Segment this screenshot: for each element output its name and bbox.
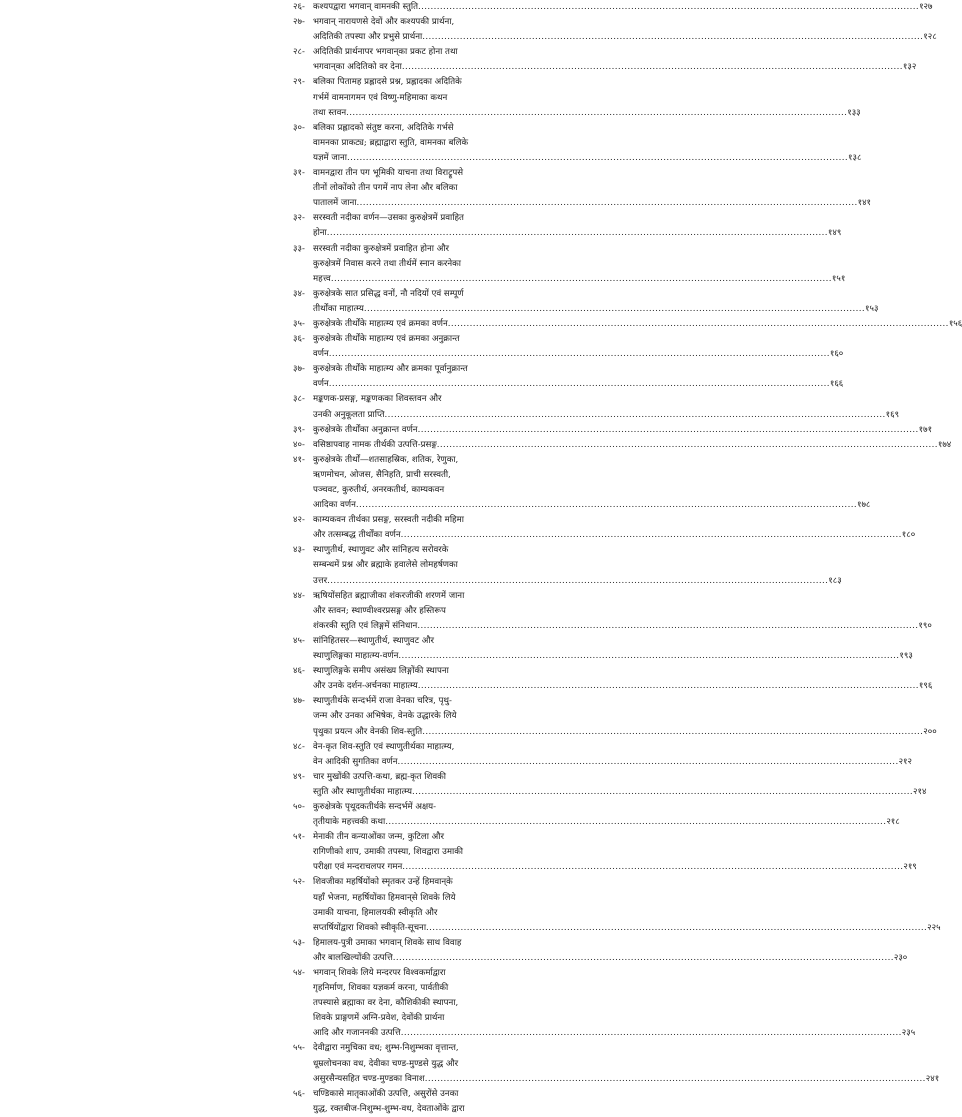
- toc-entry-page: १९६: [918, 681, 933, 692]
- dot-leader: ................................................................................................................................................................: [422, 726, 924, 737]
- toc-entry-title-line: कश्यपद्वारा भगवान् वामनकी स्तुति: [313, 2, 418, 12]
- toc-entry-title-line: असुरसैन्यसहित चण्ड-मुण्डका विनाश: [313, 1073, 425, 1084]
- toc-entry-last-line: [313, 377, 844, 392]
- toc-entry-last-line: [313, 438, 952, 453]
- toc-entry-title-line: आदिका वर्णन: [313, 500, 356, 511]
- toc-entry-title-line: आदि और गजाननकी उत्पत्ति: [313, 1028, 401, 1039]
- toc-entry-last-line: [313, 226, 842, 241]
- dot-leader: ................................................................................................................................................................: [422, 32, 924, 43]
- toc-entry-page: १३३: [847, 107, 861, 118]
- dot-leader: ................................................................................................................................................................: [417, 424, 919, 435]
- dot-leader: ................................................................................................................................................................: [417, 2, 920, 12]
- dot-leader: ................................................................................................................................................................: [356, 198, 858, 209]
- toc-entry-page: १७८: [856, 500, 871, 511]
- toc-entry-page: २४१: [925, 1073, 940, 1084]
- toc-entry-page: १६९: [885, 409, 900, 420]
- toc-entry-last-line: [313, 951, 908, 966]
- toc-entry-last-line: [313, 151, 862, 166]
- toc-entry-last-line: [313, 1026, 916, 1041]
- dot-leader: ................................................................................................................................................................: [385, 817, 887, 828]
- toc-entry-page: १५६: [948, 318, 962, 329]
- toc-entry-page: १६६: [829, 379, 844, 390]
- toc-entry: [293, 830, 917, 875]
- toc-entry-title-line: और उनके दर्शन-अर्चनका माहात्म्य: [313, 681, 418, 692]
- toc-entry-number: २८-: [293, 47, 305, 58]
- toc-entry-title-line: जन्म और उनका अभिषेक, वेनके उद्धारके लिये: [313, 711, 457, 722]
- toc-entry: [293, 392, 900, 422]
- toc-entry-last-line: [313, 423, 933, 438]
- toc-entry-title-line: हिमालय-पुत्री उमाका भगवान् शिवके साथ विवाह: [313, 937, 462, 948]
- toc-entry-last-line: [313, 725, 937, 740]
- toc-entry-title-line: कुरुक्षेत्रके तीर्थों—शतसाहस्रिक, शतिक, रेणुका,: [313, 454, 459, 465]
- toc-entry-page: १५३: [865, 303, 879, 314]
- toc-entry-number: ५०-: [293, 801, 305, 812]
- toc-entry-title-line: भगवान् नारायणसे देवों और कश्यपकी प्रार्थना,: [313, 17, 455, 28]
- toc-entry-title-line: स्थाणुतीर्थ, स्थाणुवट और सांनिहत्य सरोवरके: [313, 545, 449, 556]
- dot-leader: ................................................................................................................................................................: [346, 107, 848, 118]
- toc-entry-title-line: ऋणमोचन, ओजस, सैनिहति, प्राची सरस्वती,: [313, 469, 451, 480]
- toc-entry-title-line: मङ्कणक-प्रसङ्ग, मङ्कणकका शिवस्तवन और: [313, 394, 442, 405]
- toc-entry-title-line: वेन आदिकी सुगतिका वर्णन: [313, 756, 398, 767]
- toc-entry: [293, 0, 933, 15]
- toc-entry: [293, 75, 861, 120]
- toc-entry-number: २६-: [293, 2, 305, 12]
- dot-leader: ................................................................................................................................................................: [401, 62, 903, 73]
- toc-entry: [293, 966, 916, 1041]
- toc-entry: [293, 121, 862, 166]
- toc-entry-title-line: देवीद्वारा नमुचिका वध; शुम्भ-निशुम्भका वृत्तान्त,: [313, 1043, 459, 1054]
- toc-entry-number: ५१-: [293, 832, 305, 843]
- toc-entry-title-line: वर्णन: [313, 379, 329, 390]
- toc-entry-title-line: अदितिकी तपस्या और प्रभुसे प्रार्थना: [313, 32, 423, 43]
- toc-entry-title-line: स्थाणुलिङ्गके समीप असंख्य लिङ्गोंकी स्थापना: [313, 666, 449, 677]
- toc-entry: [293, 1041, 940, 1086]
- toc-entry-number: ३९-: [293, 424, 305, 435]
- toc-entry-title-line: तीर्थोंका माहात्म्य: [313, 303, 364, 314]
- toc-entry-title-line: सम्बन्धमें प्रश्न और ब्रह्माके हवालेसे लोमहर्षणका: [313, 560, 458, 571]
- toc-entry: [293, 589, 932, 634]
- toc-entry-title-line: कुरुक्षेत्रके तीर्थोंके माहात्म्य एवं क्रमका वर्णन: [313, 318, 448, 329]
- toc-entry-number: २९-: [293, 77, 305, 88]
- toc-entry-title-line: यज्ञमें जाना: [313, 152, 347, 163]
- toc-entry-title-line: वसिष्ठापवाह नामक तीर्थकी उत्पत्ति-प्रसङ्ग: [313, 439, 437, 450]
- toc-entry-page: १९०: [918, 620, 932, 631]
- toc-entry-title-line: यहाँ भेजना, महर्षियोंका हिमवान्‌से शिवके लिये: [313, 892, 456, 903]
- toc-entry-last-line: [313, 498, 871, 513]
- toc-entry-title-line: परीक्षा एवं मन्दराचलपर गमन: [313, 862, 403, 873]
- dot-leader: ................................................................................................................................................................: [417, 620, 919, 631]
- toc-entry-page: १८३: [828, 575, 842, 586]
- toc-entry-title-line: होना: [313, 228, 327, 239]
- toc-entry: [293, 875, 941, 935]
- toc-entry-title-line: तीनों लोकोंको तीन पगमें नाप लेना और बलिका: [313, 183, 458, 194]
- toc-entry-page: २२५: [927, 922, 941, 933]
- toc-entry-last-line: [313, 860, 917, 875]
- toc-entry-title-line: भगवान्‌का अदितिको वर देना: [313, 62, 402, 73]
- toc-entry: [293, 770, 927, 800]
- toc-entry-page: २१८: [886, 817, 900, 828]
- toc-entry-number: ४८-: [293, 741, 305, 752]
- toc-entry-title-line: शिवके प्राङ्गणमें अग्नि-प्रवेश, देवोंकी प्रार्थना: [313, 1013, 445, 1024]
- toc-entry: [293, 211, 842, 241]
- toc-entry-number: ४२-: [293, 515, 305, 526]
- toc-entry-last-line: [313, 106, 861, 121]
- dot-leader: ................................................................................................................................................................: [363, 303, 865, 314]
- toc-entry-number: ४४-: [293, 590, 305, 601]
- toc-entry-page: २१२: [898, 756, 912, 767]
- toc-entry-title-line: सरस्वती नदीका कुरुक्षेत्रमें प्रवाहित होना और: [313, 243, 450, 254]
- dot-leader: ................................................................................................................................................................: [402, 862, 904, 873]
- toc-entry: [293, 45, 917, 75]
- toc-entry-title-line: गृहनिर्माण, शिवका यज्ञकर्म करना, पार्वतीकी: [313, 983, 449, 994]
- toc-entry-number: ३२-: [293, 213, 305, 224]
- toc-entry: [293, 438, 952, 453]
- toc-entry-title-line: पातालमें जाना: [313, 198, 357, 209]
- toc-entry-title-line: उमाकी याचना, हिमालयकी स्वीकृति और: [313, 907, 438, 918]
- dot-leader: ................................................................................................................................................................: [328, 349, 830, 360]
- toc-entry-page: १७१: [918, 424, 933, 435]
- toc-entry-page: १७४: [937, 439, 952, 450]
- dot-leader: ................................................................................................................................................................: [417, 681, 919, 692]
- toc-entry-page: २३०: [893, 952, 908, 963]
- toc-entry-last-line: [313, 272, 846, 287]
- toc-entry-title-line: अदितिकी प्रार्थनापर भगवान्‌का प्रकट होना तथा: [313, 47, 458, 58]
- toc-entry-title-line: रागिणीको शाप, उमाकी तपस्या, शिवद्वारा उमाकी: [313, 847, 464, 858]
- toc-entry-page: १९३: [899, 651, 913, 662]
- toc-entry-title-line: गर्भमें वामनागमन एवं विष्णु-महिमाका कथन: [313, 92, 448, 103]
- toc-entry-last-line: [313, 921, 941, 936]
- toc-entry: [293, 936, 908, 966]
- toc-entry-page: १२८: [923, 32, 937, 43]
- toc-entry-page: १४९: [827, 228, 842, 239]
- toc-entry-title-line: वामनका प्राकट्य; ब्रह्माद्वारा स्तुति, वामनका बलिके: [313, 137, 469, 148]
- toc-entry-title-line: कुरुक्षेत्रमें निवास करने तथा तीर्थमें स्नान करनेका: [313, 258, 461, 269]
- toc-entry-title-line: चार मुखोंकी उत्पत्ति-कथा, ब्रह्म-कृत शिवकी: [313, 771, 446, 782]
- toc-entry-last-line: [313, 574, 842, 589]
- dot-leader: ................................................................................................................................................................: [400, 530, 902, 541]
- dot-leader: ................................................................................................................................................................: [346, 152, 849, 163]
- toc-entry-title-line: शंकरकी स्तुति एवं लिङ्गमें संनिधान: [313, 620, 418, 631]
- toc-entry-title-line: तपस्यासे ब्रह्माका वर देना, कौशिकीकी स्थापना,: [313, 998, 459, 1009]
- toc-entry-number: ५३-: [293, 937, 305, 948]
- toc-entry: [293, 694, 937, 739]
- toc-entry-title-line: भगवान् शिवके लिये मन्दरपर विश्वकर्माद्वारा: [313, 968, 446, 978]
- toc-entry-title-line: सप्तर्षियोंद्वारा शिवको स्वीकृति-सूचना: [313, 922, 427, 933]
- toc-entry-number: ३८-: [293, 394, 305, 405]
- toc-entry-title-line: स्थाणुतीर्थके सन्दर्भमें राजा वेनका चरित्र, पृथु-: [313, 696, 452, 707]
- toc-entry-number: ४०-: [293, 439, 305, 450]
- toc-entry-number: ४३-: [293, 545, 305, 556]
- toc-entry-number: ४७-: [293, 696, 305, 707]
- toc-entry-title-line: ऋषियोंसहित ब्रह्माजीका शंकरजीकी शरणमें जाना: [313, 590, 465, 601]
- toc-entry-last-line: [313, 60, 917, 75]
- toc-entry-page: २१९: [903, 862, 917, 873]
- toc-entry-title-line: और बालखिल्योंकी उत्पत्ति: [313, 952, 393, 963]
- toc-entry: [293, 287, 879, 317]
- toc-entry: [293, 166, 872, 211]
- toc-entry-title-line: बलिका पितामह प्रह्लादसे प्रश्न, प्रह्लादका अदितिके: [313, 77, 462, 88]
- toc-entry-title-line: पृथुका प्रयत्न और वेनकी शिव-स्तुति: [313, 726, 423, 737]
- toc-entry-number: ५६-: [293, 1088, 305, 1099]
- toc-entry-last-line: [313, 785, 927, 800]
- toc-entry: [293, 664, 933, 694]
- toc-entry-title-line: स्थाणुलिङ्गका माहात्म्य-वर्णन: [313, 651, 399, 662]
- toc-entry-title-line: कुरुक्षेत्रके तीर्थोंका अनुक्रान्त वर्णन: [313, 424, 418, 435]
- toc-entry-number: ४५-: [293, 635, 305, 646]
- toc-entry-title-line: पञ्चवट, कुरुतीर्थ, अनरकतीर्थ, काम्यकवन: [313, 485, 445, 495]
- toc-entry-last-line: [313, 196, 872, 211]
- toc-entry-number: ३१-: [293, 168, 305, 179]
- toc-entry: [293, 513, 916, 543]
- toc-entry-title-line: कुरुक्षेत्रके सात प्रसिद्ध वनों, नौ नदियों एवं सम्पूर्ण: [313, 288, 464, 299]
- toc-entry-title-line: चण्डिकासे मातृकाओंकी उत्पत्ति, असुरोंसे उनका: [313, 1088, 459, 1099]
- toc-entry-number: ४९-: [293, 771, 305, 782]
- toc-entry-number: ५५-: [293, 1043, 305, 1054]
- toc-entry-number: ४१-: [293, 454, 305, 465]
- toc-entry-title-line: बलिका प्रह्लादको संतुष्ट करना, अदितिके गर्भसे: [313, 122, 454, 133]
- toc-entry-title-line: वेन-कृत शिव-स्तुति एवं स्थाणुतीर्थका माहात्म्य,: [313, 741, 455, 752]
- dot-leader: ................................................................................................................................................................: [447, 318, 949, 329]
- toc-entry-page: २३५: [901, 1028, 916, 1039]
- toc-entry-title-line: काम्यकवन तीर्थका प्रसङ्ग, सरस्वती नदीकी महिमा: [313, 515, 464, 526]
- toc-entry-last-line: [313, 679, 933, 694]
- dot-leader: ................................................................................................................................................................: [384, 409, 886, 420]
- dot-leader: ................................................................................................................................................................: [400, 1028, 902, 1039]
- dot-leader: ................................................................................................................................................................: [330, 273, 832, 284]
- dot-leader: ................................................................................................................................................................: [327, 575, 829, 586]
- toc-entry: [293, 362, 844, 392]
- toc-entry-title-line: सांनिहितसर—स्थाणुतीर्थ, स्थाणुवट और: [313, 635, 435, 646]
- toc-entry-number: ५२-: [293, 877, 305, 888]
- toc-entry-title-line: वर्णन: [313, 349, 329, 360]
- toc-entry-title-line: कुरुक्षेत्रके पृथूदकतीर्थके सन्दर्भमें अक्षय-: [313, 801, 437, 812]
- toc-entry-page: १८०: [901, 530, 916, 541]
- toc-entry-last-line: [313, 528, 916, 543]
- toc-entry-title-line: और तत्सम्बद्ध तीर्थोंका वर्णन: [313, 530, 401, 541]
- toc-entry-title-line: शिवजीका महर्षियोंको स्मृतकर उन्हें हिमवान्‌के: [313, 877, 453, 888]
- toc-entry-title-line: तथा स्तवन: [313, 107, 347, 118]
- toc-entry-number: ३४-: [293, 288, 305, 299]
- toc-entry-last-line: [313, 0, 933, 15]
- dot-leader: ................................................................................................................................................................: [436, 439, 938, 450]
- toc-entry-number: ३५-: [293, 318, 305, 329]
- toc-entry-page: १३२: [902, 62, 917, 73]
- toc-entry-last-line: [313, 317, 962, 332]
- toc-entry: [293, 332, 844, 362]
- toc-entry-last-line: [313, 1072, 940, 1087]
- toc-entry: [293, 634, 913, 664]
- toc-entry: [293, 423, 933, 438]
- toc-entry-page: १४१: [857, 198, 872, 209]
- toc-entry-page: १६०: [829, 349, 844, 360]
- toc-entry: [293, 15, 937, 45]
- toc-entry-title-line: महत्त्व: [313, 273, 331, 284]
- toc-entry-number: ३३-: [293, 243, 305, 254]
- dot-leader: ................................................................................................................................................................: [328, 379, 830, 390]
- toc-entry-number: ४६-: [293, 666, 305, 677]
- toc-entry-page: १३८: [848, 152, 862, 163]
- dot-leader: ................................................................................................................................................................: [355, 500, 857, 511]
- toc-entry-last-line: [313, 619, 932, 634]
- toc-entry: [293, 242, 846, 287]
- toc-entry-title-line: और स्तवन; स्थाण्वीश्वरप्रसङ्ग और हस्तिरूप: [313, 605, 446, 616]
- toc-entry-title-line: सरस्वती नदीका वर्णन—उसका कुरुक्षेत्रमें प्रवाहित: [313, 213, 464, 224]
- toc-entry-title-line: मेनाकी तीन कन्याओंका जन्म, कुटिला और: [313, 832, 444, 843]
- toc-entry-title-line: युद्ध, रक्तबीज-निशुम्भ-शुम्भ-वध, देवताओंके द्वारा: [313, 1103, 465, 1114]
- toc-entry-page: २१४: [913, 786, 927, 797]
- toc-entry-page: १२७: [919, 2, 933, 12]
- toc-entry-last-line: [313, 347, 844, 362]
- dot-leader: ................................................................................................................................................................: [411, 786, 914, 797]
- toc-entry-last-line: [313, 302, 879, 317]
- toc-entry-title-line: वामनद्वारा तीन पग भूमिकी याचना तथा विराट्रूपसे: [313, 168, 464, 179]
- toc-entry-number: ३७-: [293, 364, 305, 375]
- dot-leader: ................................................................................................................................................................: [326, 228, 828, 239]
- toc-entry: [293, 453, 871, 513]
- toc-entry-number: ३०-: [293, 122, 305, 133]
- toc-entry-number: २७-: [293, 17, 305, 28]
- toc-entry-title-line: तृतीयाके महत्त्वकी कथा: [313, 817, 386, 828]
- toc-entry-title-line: स्तुति और स्थाणुतीर्थका माहात्म्य: [313, 786, 412, 797]
- dot-leader: ................................................................................................................................................................: [424, 1073, 926, 1084]
- toc-entry: [293, 740, 912, 770]
- toc-entry-last-line: [313, 30, 937, 45]
- dot-leader: ................................................................................................................................................................: [426, 922, 928, 933]
- toc-entry-title-line: उनकी अनुकूलता प्राप्ति: [313, 409, 385, 420]
- toc-entry-title-line: कुरुक्षेत्रके तीर्थोंके माहात्म्य और क्रमका पूर्वानुक्रान्त: [313, 364, 468, 375]
- dot-leader: ................................................................................................................................................................: [392, 952, 894, 963]
- toc-entry-title-line: कुरुक्षेत्रके तीर्थोंके माहात्म्य एवं क्रमका अनुक्रान्त: [313, 334, 460, 345]
- toc-entry-page: २००: [923, 726, 937, 737]
- toc-entry: [293, 1087, 471, 1117]
- toc-entry-title-line: उत्तर: [313, 575, 328, 586]
- dot-leader: ................................................................................................................................................................: [398, 651, 900, 662]
- toc-entry-number: ५४-: [293, 968, 305, 978]
- toc-entry-last-line: [313, 649, 913, 664]
- toc-entry: [293, 317, 962, 332]
- toc-entry-title-line: धूम्रलोचनका वध, देवीका चण्ड-मुण्डसे युद्ध और: [313, 1058, 459, 1069]
- toc-entry-page: १५१: [831, 273, 846, 284]
- toc-entry: [293, 800, 900, 830]
- toc-entry-last-line: [313, 755, 912, 770]
- toc-entry-last-line: [313, 408, 900, 423]
- toc-entry-number: ३६-: [293, 334, 305, 345]
- dot-leader: ................................................................................................................................................................: [397, 756, 899, 767]
- table-of-contents: [293, 0, 962, 1117]
- toc-entry-last-line: [313, 815, 900, 830]
- toc-entry: [293, 543, 842, 588]
